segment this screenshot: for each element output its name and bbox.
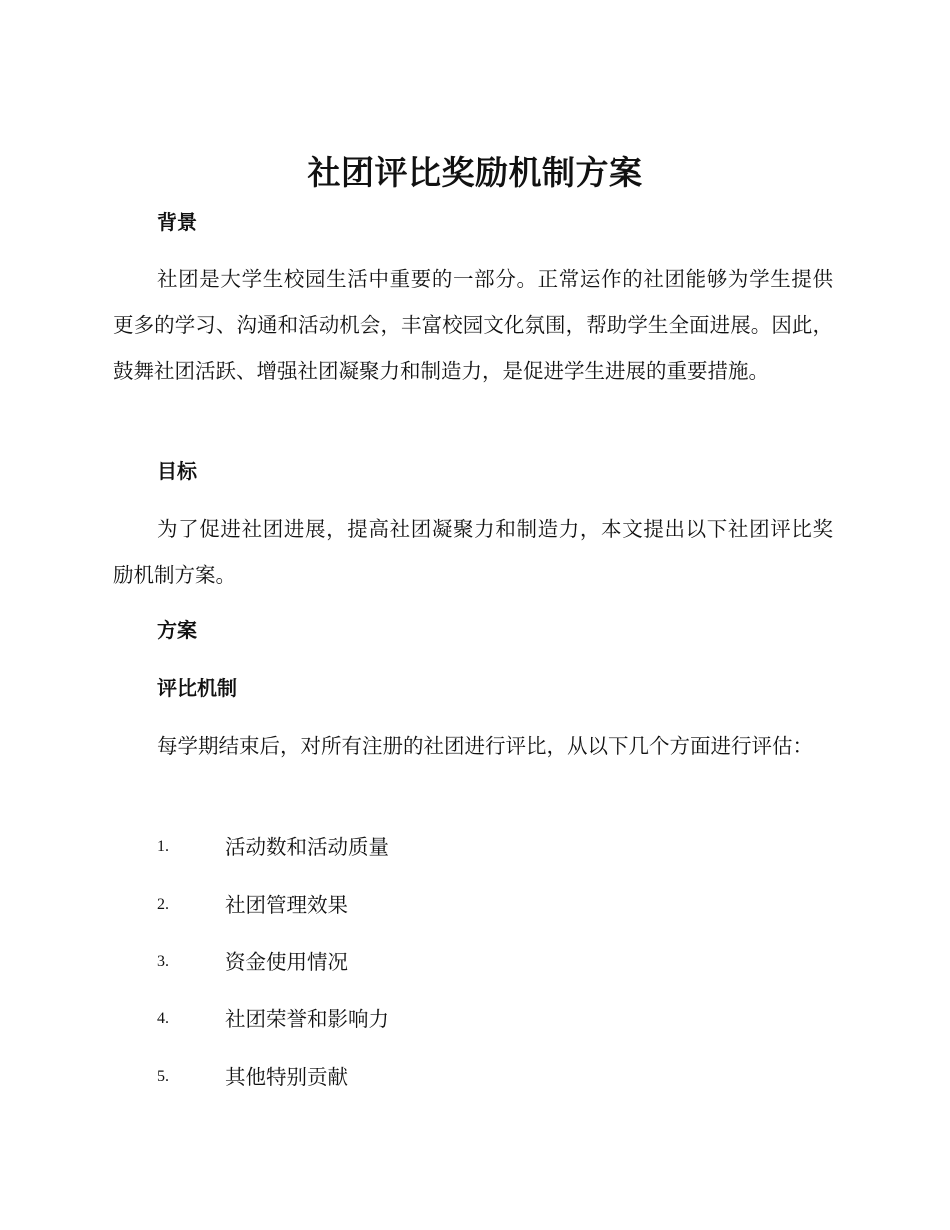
list-item-number: 2. xyxy=(157,896,169,913)
list-item-text: 活动数和活动质量 xyxy=(225,835,389,859)
section-heading-goal: 目标 xyxy=(157,459,197,483)
list-item-number: 1. xyxy=(157,838,169,855)
document-title: 社团评比奖励机制方案 xyxy=(307,153,643,192)
section-heading-evaluation-mechanism: 评比机制 xyxy=(157,676,237,700)
list-item-number: 4. xyxy=(157,1010,169,1027)
paragraph-evaluation-mechanism: 每学期结束后，对所有注册的社团进行评比，从以下几个方面进行评估： xyxy=(157,734,813,758)
list-item-text: 资金使用情况 xyxy=(225,950,348,974)
section-heading-background: 背景 xyxy=(157,210,197,234)
list-item-number: 3. xyxy=(157,953,169,970)
list-item-number: 5. xyxy=(157,1068,169,1085)
list-item-text: 社团管理效果 xyxy=(225,893,348,917)
paragraph-background: 社团是大学生校园生活中重要的一部分。正常运作的社团能够为学生提供更多的学习、沟通和活动机会，丰富校园文化氛围，帮助学生全面进展。因此，鼓舞社团活跃、增强社团凝聚力和制造力，是促进学生进展的重要措施。 xyxy=(113,267,833,383)
paragraph-goal: 为了促进社团进展，提高社团凝聚力和制造力，本文提出以下社团评比奖励机制方案。 xyxy=(113,517,833,587)
list-item-text: 其他特别贡献 xyxy=(225,1065,348,1089)
section-heading-plan: 方案 xyxy=(157,618,197,642)
list-item-text: 社团荣誉和影响力 xyxy=(225,1007,389,1031)
